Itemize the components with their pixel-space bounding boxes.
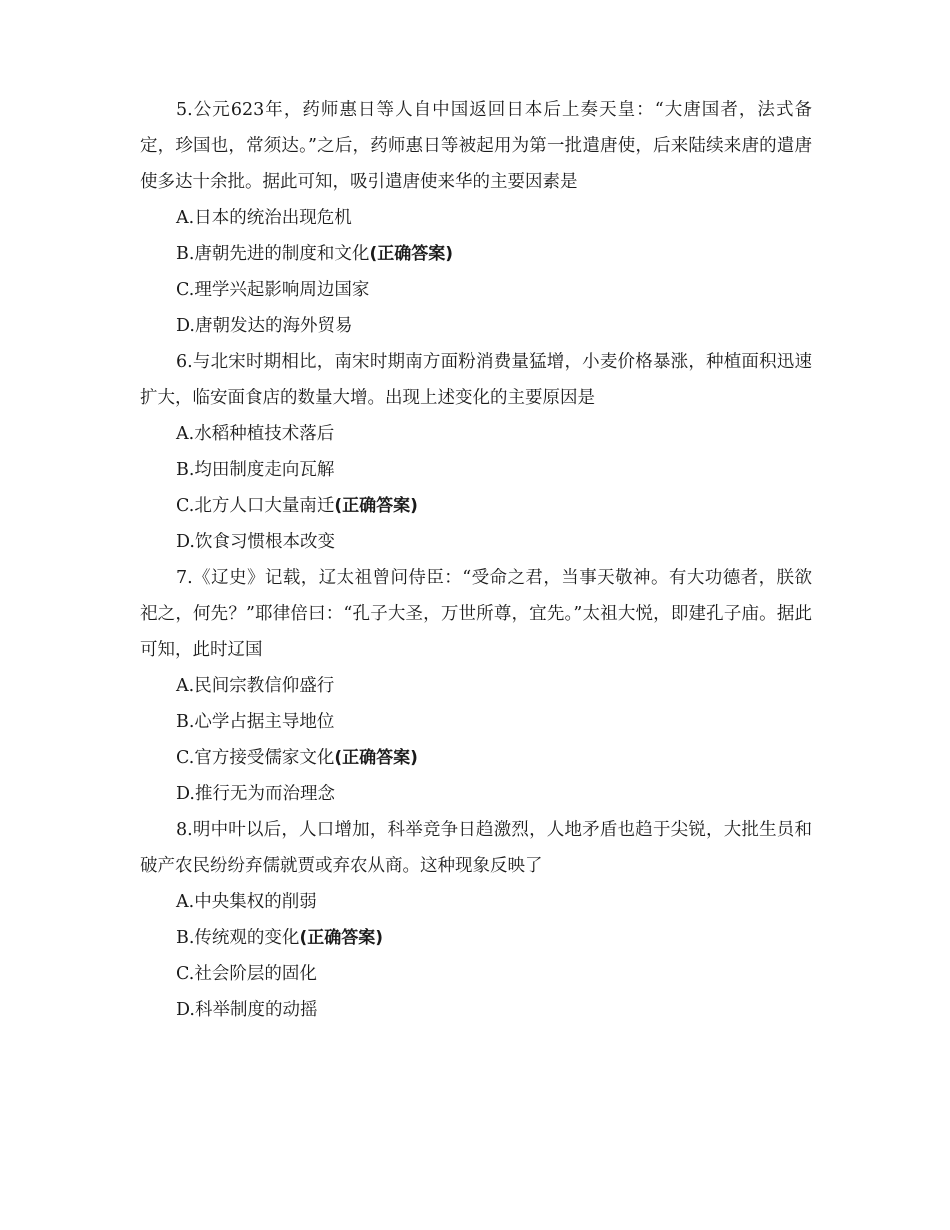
option-text: A.日本的统治出现危机 <box>176 208 352 228</box>
option-d[interactable] <box>140 524 812 560</box>
question-stem: 8.明中叶以后，人口增加，科举竞争日趋激烈，人地矛盾也趋于尖锐，大批生员和破产农民纷纷弃儒就贾或弃农从商。这种现象反映了 <box>140 820 812 876</box>
option-text: D.唐朝发达的海外贸易 <box>176 316 353 336</box>
option-text: C.社会阶层的固化 <box>176 964 317 984</box>
option-d[interactable] <box>140 308 812 344</box>
option-text: B.均田制度走向瓦解 <box>176 460 335 480</box>
option-text: A.水稻种植技术落后 <box>176 424 335 444</box>
option-text: B.传统观的变化 <box>176 928 300 948</box>
option-text: D.科举制度的动摇 <box>176 1000 318 1020</box>
option-d[interactable] <box>140 776 812 812</box>
option-b[interactable] <box>140 452 812 488</box>
option-a[interactable] <box>140 416 812 452</box>
option-text: C.理学兴起影响周边国家 <box>176 280 370 300</box>
question-5 <box>140 92 812 344</box>
option-text: C.官方接受儒家文化 <box>176 748 335 768</box>
option-b[interactable] <box>140 920 812 956</box>
option-b[interactable] <box>140 704 812 740</box>
option-d[interactable] <box>140 992 812 1028</box>
option-text: D.饮食习惯根本改变 <box>176 532 335 552</box>
question-stem: 6.与北宋时期相比，南宋时期南方面粉消费量猛增，小麦价格暴涨，种植面积迅速扩大，临安面食店的数量大增。出现上述变化的主要原因是 <box>140 352 812 408</box>
correct-answer-tag: (正确答案) <box>299 928 383 948</box>
option-b[interactable] <box>140 236 812 272</box>
option-text: A.民间宗教信仰盛行 <box>176 676 335 696</box>
option-c[interactable] <box>140 740 812 776</box>
option-c[interactable] <box>140 488 812 524</box>
option-text: B.心学占据主导地位 <box>176 712 335 732</box>
option-c[interactable] <box>140 272 812 308</box>
question-7 <box>140 560 812 812</box>
option-a[interactable] <box>140 884 812 920</box>
option-a[interactable] <box>140 668 812 704</box>
correct-answer-tag: (正确答案) <box>369 244 453 264</box>
question-6 <box>140 344 812 560</box>
correct-answer-tag: (正确答案) <box>334 496 418 516</box>
option-text: B.唐朝先进的制度和文化 <box>176 244 370 264</box>
option-text: A.中央集权的削弱 <box>176 892 317 912</box>
option-text: C.北方人口大量南迁 <box>176 496 335 516</box>
option-a[interactable] <box>140 200 812 236</box>
question-stem: 5.公元623年，药师惠日等人自中国返回日本后上奏天皇：“大唐国者，法式备定，珍国也，常须达。”之后，药师惠日等被起用为第一批遣唐使，后来陆续来唐的遣唐使多达十余批。据此可知，吸引遣唐使来华的主要因素是 <box>140 100 812 192</box>
option-text: D.推行无为而治理念 <box>176 784 335 804</box>
question-8 <box>140 812 812 1028</box>
option-c[interactable] <box>140 956 812 992</box>
correct-answer-tag: (正确答案) <box>334 748 418 768</box>
question-stem: 7.《辽史》记载，辽太祖曾问侍臣：“受命之君，当事天敬神。有大功德者，朕欲祀之，何先？”耶律倍曰：“孔子大圣，万世所尊，宜先。”太祖大悦，即建孔子庙。据此可知，此时辽国 <box>140 568 812 660</box>
question-list <box>140 92 812 1028</box>
